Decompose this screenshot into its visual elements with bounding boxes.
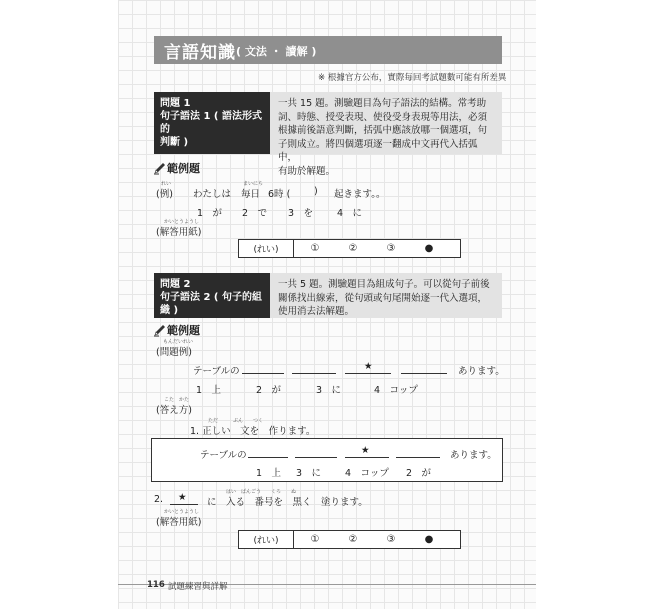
answer-method-label: (答え方) bbox=[156, 405, 192, 416]
ruby-step1: ただ ぶん つく bbox=[208, 418, 264, 424]
box-choice-3: 4 コップ bbox=[345, 468, 389, 479]
section-title: 言語知識 bbox=[164, 43, 236, 63]
step-2-text: に 入る 番号を 黒く 塗ります。 bbox=[207, 497, 368, 508]
problem-2-name: 句子語法 2 ( 句子的組織 ) bbox=[160, 292, 262, 316]
box-star-marker: ★ bbox=[361, 445, 370, 456]
answer-row-label: (れい) bbox=[239, 240, 294, 257]
ruby-kaitouyoushi-2: かいとうようし bbox=[164, 509, 200, 515]
sentence-word: 毎日 bbox=[241, 189, 261, 200]
answer-row-label: (れい) bbox=[239, 531, 294, 548]
section-subtitle: ( 文法 ・ 讀解 ) bbox=[236, 45, 317, 58]
desc-line: 一共 5 題。測驗題目為組成句子。可以從句子前後 bbox=[278, 279, 490, 290]
step-2-number: 2. bbox=[154, 494, 164, 505]
bubble-2: ② bbox=[348, 534, 358, 545]
problem-2-label bbox=[154, 273, 270, 318]
page-number: 116 bbox=[147, 580, 165, 590]
sentence-post: 起きます。。 bbox=[334, 189, 386, 200]
bubble-3: ③ bbox=[386, 534, 396, 545]
answer-row-2 bbox=[238, 530, 461, 549]
problem-2-number: 問題 2 bbox=[160, 279, 191, 290]
answer-row-1 bbox=[238, 239, 461, 258]
box-blank-2 bbox=[295, 447, 337, 458]
sentence-close-paren: ) bbox=[314, 186, 318, 197]
sentence-time: 6時 ( bbox=[268, 189, 291, 200]
problem-1-name: 句子語法 1 ( 語法形式的 bbox=[160, 111, 262, 135]
problem-2-description bbox=[270, 273, 502, 318]
desc-line: 子則成立。將四個選項逐一翻成中文再代入括弧中， bbox=[278, 138, 478, 163]
desc-line: 使用消去法解題。 bbox=[278, 306, 355, 317]
pencil-icon bbox=[153, 161, 167, 175]
bubble-3: ③ bbox=[386, 243, 396, 254]
choice-4: 4 に bbox=[337, 208, 363, 219]
desc-line: 關係找出線索，從句頭或句尾開始逐一代入選項， bbox=[278, 292, 488, 304]
box-blank-1 bbox=[248, 447, 288, 458]
example-2-title: 範例題 bbox=[167, 324, 200, 337]
choice-3: 3 を bbox=[288, 208, 314, 219]
ruby-kotaekata: こた かた bbox=[164, 397, 190, 403]
box-sentence-end: あります。 bbox=[450, 450, 497, 461]
problem-sentence-start: テーブルの bbox=[193, 366, 240, 377]
star-marker: ★ bbox=[364, 361, 373, 372]
choice-4: 4 コップ bbox=[374, 385, 418, 396]
ruby-kaitouyoushi: かいとうようし bbox=[164, 219, 200, 225]
bubble-1: ① bbox=[310, 534, 320, 545]
choice-2: 2 で bbox=[242, 208, 268, 219]
example-2-heading bbox=[153, 322, 200, 338]
box-choice-2: 3 に bbox=[296, 468, 322, 479]
bubble-4-filled: ● bbox=[424, 534, 434, 545]
desc-line: 詞、時態、授受表現、使役受身表現等用法，必須 bbox=[278, 111, 488, 123]
problem-1-description bbox=[270, 92, 502, 177]
desc-line: 根據前後語意判斷，括弧中應該放哪一個選項，句 bbox=[278, 125, 488, 136]
official-note: ※ 根據官方公布，實際每回考試題數可能有所差異 bbox=[318, 73, 507, 83]
problem-example-label: (問題例) bbox=[156, 347, 192, 358]
box-choice-4: 2 が bbox=[406, 468, 432, 479]
box-sentence-start: テーブルの bbox=[200, 450, 247, 461]
ruby-mondairei: もんだいれい bbox=[163, 339, 194, 345]
problem-1-label bbox=[154, 92, 270, 154]
problem-1-number: 問題 1 bbox=[160, 98, 191, 109]
footer-label: 試題練習與詳解 bbox=[168, 582, 228, 592]
problem-1-name-cont: 判斷 ) bbox=[160, 137, 189, 148]
ruby-mainichi: まいにち bbox=[243, 181, 264, 187]
answer-sheet-label-2: (解答用紙) bbox=[156, 517, 202, 528]
box-choice-1: 1 上 bbox=[256, 468, 282, 479]
choice-2: 2 が bbox=[256, 385, 282, 396]
desc-line: 有助於解題。 bbox=[278, 165, 336, 177]
ruby-rei: れい bbox=[161, 181, 172, 187]
example-1-title: 範例題 bbox=[167, 162, 200, 175]
bubble-4-filled: ● bbox=[424, 243, 434, 254]
step-2-star: ★ bbox=[178, 492, 187, 503]
example-label: (例) bbox=[156, 189, 173, 200]
box-blank-4 bbox=[396, 447, 440, 458]
bubble-1: ① bbox=[310, 243, 320, 254]
bubble-2: ② bbox=[348, 243, 358, 254]
sentence-pre: わたしは bbox=[193, 189, 232, 200]
step-1-text: 1. 正しい 文を 作ります。 bbox=[190, 426, 316, 437]
example-1-heading bbox=[153, 160, 200, 176]
desc-line: 一共 15 題。測驗題目為句子語法的結構。常考助 bbox=[278, 98, 487, 109]
answer-sheet-label: (解答用紙) bbox=[156, 227, 202, 238]
blank-1 bbox=[242, 363, 284, 374]
choice-3: 3 に bbox=[316, 385, 342, 396]
ruby-step2: はい ばんごう くろ ぬ bbox=[226, 489, 297, 495]
choice-1: 1 が bbox=[197, 208, 223, 219]
blank-4 bbox=[401, 363, 447, 374]
pencil-icon bbox=[153, 323, 167, 337]
problem-sentence-end: あります。 bbox=[458, 366, 505, 377]
blank-2 bbox=[292, 363, 336, 374]
choice-1: 1 上 bbox=[196, 385, 222, 396]
